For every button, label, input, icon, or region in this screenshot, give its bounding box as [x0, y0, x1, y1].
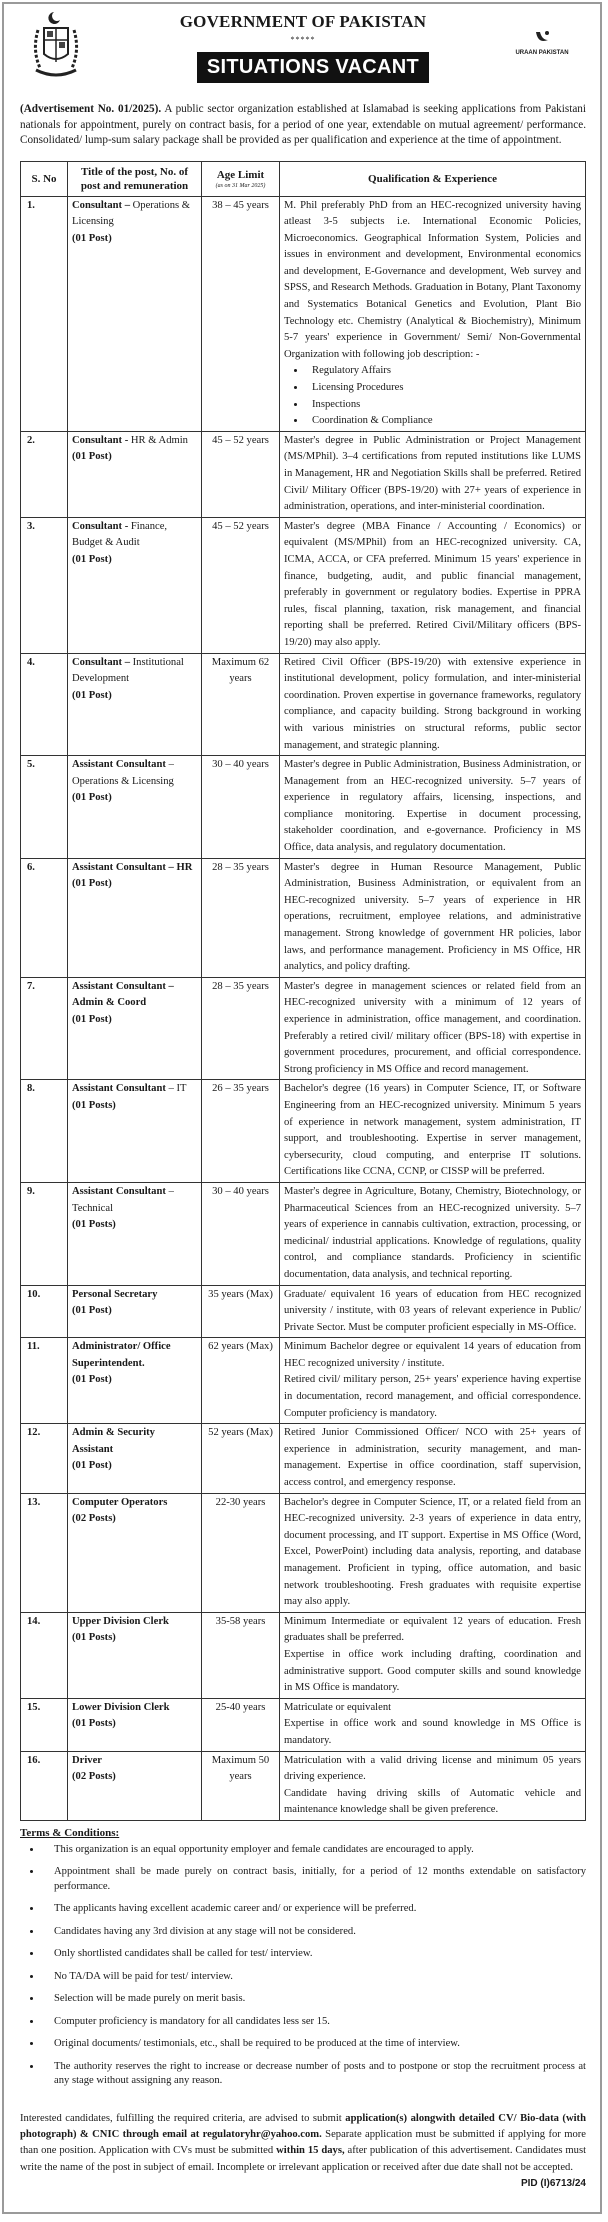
qualification-text: Master's degree in Public Administration or Project Management (MS/MPhil). 3–4 certifications from reputed institutions like LUMS in Management, HR and Negotiation Skills shall be preferred. Retired Civil/ Military Officer (BPS-19/20) with 27+ years of experience in administration, operations, and inter-ministerial coordination.	[284, 434, 581, 513]
qualification-text: Graduate/ equivalent 16 years of education from HEC recognized university / institute, with 03 years of relevant experience in Public/ Private Sector. Must be computer proficient especially in MS-Office.	[284, 1288, 581, 1333]
post-title-rest: HR & Admin	[130, 434, 188, 446]
post-title-rest: Operations & Licensing	[72, 199, 191, 228]
qualification-cell	[280, 1493, 586, 1612]
post-title-bold: Assistant Consultant	[72, 759, 166, 771]
qualification-text: Master's degree (MBA Finance / Accounting / Economics) or equivalent (MS/MPhil) from an HEC-recognized university. CA, ICMA, ACCA, or CFA preferred. Minimum 15 years' experience in finance, budgeting, audit, and public financial management, preferably in government or regulatory bodies. Expertise in PPRA rules, fiscal planning, taxation, risk management, and financial reporting shall be preferred. Retired Civil/Military officers (BPS-19/20) may also apply.	[284, 520, 581, 648]
stars-divider: *****	[290, 35, 316, 44]
table-row	[21, 977, 586, 1080]
uraan-logo-icon	[532, 30, 552, 48]
post-title-cell	[68, 1698, 202, 1751]
qualification-text: Candidate having driving skills of Automatic vehicle and maintenance knowledge shall be given preference.	[284, 1787, 581, 1816]
table-row	[21, 1338, 586, 1424]
table-row	[21, 1698, 586, 1751]
age-limit: 62 years (Max)	[202, 1338, 280, 1424]
qualification-text: Retired Junior Commissioned Officer/ NCO with 25+ years of experience in administration, security management, and man-management. Expertise in office coordination, staff supervision, access control, and emergency response.	[284, 1427, 581, 1489]
term-item: • No TA/DA will be paid for test/ interview.	[42, 1970, 586, 1985]
serial-number: 9.	[21, 1182, 68, 1285]
uraan-pakistan-logo	[512, 30, 572, 57]
age-limit: 35-58 years	[202, 1612, 280, 1698]
table-header-row	[21, 161, 586, 196]
post-count: (01 Posts)	[72, 1718, 116, 1730]
table-row	[21, 196, 586, 431]
header-qualification: Qualification & Experience	[280, 161, 586, 196]
post-title-cell	[68, 431, 202, 517]
qualification-text: Minimum Intermediate or equivalent 12 years of education. Fresh graduates shall be preferred.	[284, 1615, 581, 1644]
qualification-text: Master's degree in Agriculture, Botany, Chemistry, Biotechnology, or Pharmaceutical Sciences from an HEC-recognized university. 5–7 years of experience in cannabis cultivation, extraction, processing, or medicinal/ industrial applications. Knowledge of regulations, quality control, and compliance standards. Proficiency in scientific documentation, data analysis, and technical reporting.	[284, 1185, 581, 1280]
post-title-rest: Finance, Budget & Audit	[72, 520, 168, 549]
closing-text: Separate application must be submitted if applying for more than one position. Application with CVs must be submitted	[20, 2129, 586, 2157]
post-count: (01 Posts)	[72, 1099, 116, 1111]
post-count: (01 Post)	[72, 878, 112, 890]
table-row	[21, 517, 586, 653]
post-title-cell	[68, 517, 202, 653]
qualification-cell	[280, 756, 586, 859]
post-title-cell	[68, 1182, 202, 1285]
table-row	[21, 1612, 586, 1698]
closing-text-bold: application(s) alongwith detailed CV/ Bio-data (with photograph) & CNIC through email at regulatoryhr@yahoo.com.	[20, 2112, 586, 2141]
post-title-bold: Personal Secretary	[72, 1288, 158, 1300]
term-item: • Appointment shall be made purely on contract basis, initially, for a period of 12 months extendable on satisfactory performance.	[42, 1865, 586, 1894]
serial-number: 16.	[21, 1751, 68, 1820]
term-item: • Only shortlisted candidates shall be called for test/ interview.	[42, 1947, 586, 1962]
advertisement-number: (Advertisement No. 01/2025).	[20, 103, 162, 115]
job-description-item: • Inspections	[306, 397, 581, 414]
qualification-text: Retired Civil Officer (BPS-19/20) with extensive experience in institutional development, policy formulation, and inter-ministerial coordination. Proven expertise in governance frameworks, regulatory compliance, and capacity building. Strong background in working with various ministries on structural reforms, public sector management, and strategic planning.	[284, 656, 581, 751]
header-age-sub: (as on 31 Mar 2025)	[215, 182, 266, 189]
age-limit: 35 years (Max)	[202, 1285, 280, 1338]
serial-number: 7.	[21, 977, 68, 1080]
table-row	[21, 1424, 586, 1493]
qualification-text: Master's degree in Public Administration, Business Administration, or Management from an HEC-recognized university. 5–7 years of experience in regulatory affairs, licensing, inspections, and compliance monitoring. Expertise in document processing, stakeholder coordination, and e-governance. Proficiency in MS Office, data analysis, and regulatory documentation.	[284, 759, 581, 854]
header	[20, 4, 586, 94]
qualification-text: Matriculate or equivalent	[284, 1701, 392, 1713]
post-title-cell	[68, 756, 202, 859]
age-limit: 30 – 40 years	[202, 756, 280, 859]
post-count: (01 Post)	[72, 553, 112, 565]
serial-number: 11.	[21, 1338, 68, 1424]
table-row	[21, 431, 586, 517]
post-title-bold: Driver	[72, 1754, 102, 1766]
post-title-bold: Upper Division Clerk	[72, 1615, 169, 1627]
post-count: (01 Posts)	[72, 1632, 116, 1644]
qualification-text: Expertise in office work including drafting, coordination and administrative support. Good computer skills and sound knowledge in MS Office is mandatory.	[284, 1648, 581, 1694]
age-limit: 26 – 35 years	[202, 1080, 280, 1183]
age-limit: Maximum 62 years	[202, 653, 280, 756]
header-sno: S. No	[21, 161, 68, 196]
table-row	[21, 858, 586, 977]
qualification-text: Expertise in office work and sound knowledge in MS Office is mandatory.	[284, 1718, 581, 1746]
serial-number: 3.	[21, 517, 68, 653]
post-title-cell	[68, 653, 202, 756]
qualification-cell	[280, 1424, 586, 1493]
qualification-cell	[280, 858, 586, 977]
serial-number: 15.	[21, 1698, 68, 1751]
age-limit: 22-30 years	[202, 1493, 280, 1612]
post-title-rest: Institutional Development	[72, 656, 184, 685]
term-item: • Computer proficiency is mandatory for all candidates less ser 15.	[42, 2015, 586, 2030]
serial-number: 13.	[21, 1493, 68, 1612]
post-title-bold: Consultant -	[72, 434, 129, 446]
serial-number: 14.	[21, 1612, 68, 1698]
qualification-cell	[280, 1338, 586, 1424]
post-title-rest: – Operations & Licensing	[72, 759, 174, 787]
post-title-bold: Assistant Consultant – HR	[72, 861, 193, 873]
post-title-cell	[68, 1424, 202, 1493]
post-title-cell	[68, 196, 202, 431]
advertisement-page	[2, 2, 602, 2214]
post-title-bold: Consultant –	[72, 199, 130, 211]
job-description-item: • Regulatory Affairs	[306, 363, 581, 380]
intro-text: A public sector organization established at Islamabad is seeking applications from Pakistani nationals for appointment, purely on contract basis, for a period of one year, extendable on mutual agreement/ performance. Consolidated/ lump-sum salary package shall be provided as per qualification and experience at the time of appointment.	[20, 103, 586, 146]
government-title: GOVERNMENT OF PAKISTAN	[179, 12, 427, 31]
qualification-cell	[280, 1080, 586, 1183]
qualification-text: Master's degree in Human Resource Management, Public Administration, Business Administration, or equivalent from an HEC-recognized university. 5–7 years of experience in HR operations, recruitment, employee relations, and administrative management. Strong knowledge of government HR policies, labor laws, and performance management. Proficiency in MS Office, HR analytics, and policy drafting.	[284, 861, 581, 973]
post-title-bold: Consultant -	[72, 520, 129, 532]
closing-paragraph	[20, 2111, 587, 2189]
post-title-bold: Consultant –	[72, 656, 130, 668]
post-count: (02 Posts)	[72, 1771, 116, 1783]
table-row	[21, 1182, 586, 1285]
post-title-rest: – IT	[168, 1083, 187, 1095]
post-title-cell	[68, 1493, 202, 1612]
post-title-bold: Admin & Security Assistant	[72, 1427, 155, 1455]
qualification-text: Matriculation with a valid driving license and minimum 05 years driving experience.	[284, 1754, 581, 1783]
qualification-cell	[280, 1182, 586, 1285]
term-item: • Candidates having any 3rd division at any stage will not be considered.	[42, 1925, 586, 1940]
post-count: (01 Post)	[72, 1305, 112, 1317]
qualification-cell	[280, 653, 586, 756]
terms-list	[20, 1843, 586, 2089]
age-limit: 28 – 35 years	[202, 977, 280, 1080]
age-limit: Maximum 50 years	[202, 1751, 280, 1820]
post-title-cell	[68, 1338, 202, 1424]
header-age-label: Age Limit	[216, 168, 265, 181]
post-count: (02 Posts)	[72, 1513, 116, 1525]
age-limit: 45 – 52 years	[202, 517, 280, 653]
post-count: (01 Post)	[72, 1460, 112, 1472]
closing-text-bold: within 15 days,	[276, 2145, 345, 2157]
serial-number: 5.	[21, 756, 68, 859]
age-limit: 25-40 years	[202, 1698, 280, 1751]
post-title-bold: Computer Operators	[72, 1496, 168, 1508]
serial-number: 12.	[21, 1424, 68, 1493]
vacancies-table	[20, 161, 586, 1821]
situations-vacant-banner: SITUATIONS VACANT	[197, 52, 429, 83]
qualification-text: Retired civil/ military person, 25+ years' experience having expertise in documentation, record management, and official correspondence. Computer proficiency is mandatory.	[284, 1374, 581, 1419]
age-limit: 30 – 40 years	[202, 1182, 280, 1285]
age-limit: 45 – 52 years	[202, 431, 280, 517]
post-title-cell	[68, 977, 202, 1080]
qualification-cell	[280, 1698, 586, 1751]
qualification-cell	[280, 1612, 586, 1698]
post-title-cell	[68, 858, 202, 977]
post-count: (01 Posts)	[72, 1219, 116, 1231]
table-row	[21, 1285, 586, 1338]
qualification-text: Master's degree in management sciences or related field from an HEC-recognized university with a minimum of 12 years of experience in administration, office management, and coordination. Preferably a retired civil/ military officer (BPS-18) with expertise in government procedures, procurement, and official correspondence. Strong proficiency in MS Office and record management.	[284, 980, 581, 1075]
post-title-bold: Assistant Consultant	[72, 1083, 166, 1095]
table-row	[21, 1080, 586, 1183]
closing-text: after publication of this advertisement. Candidates must write the name of the post in subject of email. Incomplete or irrelevant application or received after due date shall not be accepted.	[20, 2145, 587, 2173]
closing-text: Interested candidates, fulfilling the required criteria, are advised to submit	[20, 2112, 346, 2124]
header-age	[202, 161, 280, 196]
qualification-cell	[280, 977, 586, 1080]
table-row	[21, 1751, 586, 1820]
age-limit: 52 years (Max)	[202, 1424, 280, 1493]
job-description-item: • Coordination & Compliance	[306, 413, 581, 430]
qualification-text: Minimum Bachelor degree or equivalent 14 years of education from HEC recognized university / institute.	[284, 1341, 581, 1369]
serial-number: 6.	[21, 858, 68, 977]
intro-paragraph	[20, 102, 586, 149]
table-row	[21, 756, 586, 859]
qualification-text: M. Phil preferably PhD from an HEC-recognized university having atleast 3-5 subjects i.e. International Economic Policies, Microeconomics. Geographical Information System, Policies and issues in environment and development, Environmental economics and development, E-Governance and development, Web survey and SPSS, and Research Methods. Graduation in Botany, Plant Taxonomy and Systematics Botanical Genetics and Evolution, Plant Bio Technology etc. Chemistry (Analytical & Biochemistry), Minimum 5-7 years' experience in Government/ Semi/ Non-Governmental Organization with following job description: -	[284, 199, 581, 360]
age-limit: 38 – 45 years	[202, 196, 280, 431]
term-item: • The applicants having excellent academic career and/ or experience will be preferred.	[42, 1902, 586, 1917]
serial-number: 10.	[21, 1285, 68, 1338]
qualification-text: Bachelor's degree (16 years) in Computer Science, IT, or Software Engineering from an HEC-recognized university. Minimum 5 years of experience in network management, system administration, IT support, and troubleshooting. Expertise in server management, cybersecurity, cloud computing, and enterprise IT solutions. Certifications like CCNA, CCNP, or CISSP will be preferred.	[284, 1083, 581, 1178]
header-title: Title of the post, No. of post and remuneration	[68, 161, 202, 196]
job-description-list	[284, 363, 581, 429]
post-count: (01 Post)	[72, 1374, 112, 1386]
post-count: (01 Post)	[72, 1014, 112, 1025]
serial-number: 8.	[21, 1080, 68, 1183]
serial-number: 2.	[21, 431, 68, 517]
pid-number: PID (I)6713/24	[520, 2177, 586, 2189]
post-title-bold: Administrator/ Office Superintendent.	[72, 1341, 171, 1369]
post-title-bold: Assistant Consultant – Admin & Coord	[72, 980, 174, 1009]
post-count: (01 Post)	[72, 792, 112, 804]
post-count: (01 Post)	[72, 451, 112, 463]
qualification-cell	[280, 1285, 586, 1338]
term-item: • Original documents/ testimonials, etc., shall be required to be produced at the time of interview.	[42, 2037, 586, 2052]
qualification-cell	[280, 1751, 586, 1820]
post-title-cell	[68, 1080, 202, 1183]
post-title-rest: – Technical	[72, 1185, 174, 1214]
table-row	[21, 1493, 586, 1612]
post-title-cell	[68, 1751, 202, 1820]
uraan-logo-text: URAAN PAKISTAN	[515, 50, 569, 56]
age-limit: 28 – 35 years	[202, 858, 280, 977]
serial-number: 1.	[21, 196, 68, 431]
post-title-bold: Assistant Consultant	[72, 1185, 166, 1197]
post-title-cell	[68, 1612, 202, 1698]
qualification-cell	[280, 196, 586, 431]
terms-heading: Terms & Conditions:	[20, 1826, 120, 1839]
term-item: • The authority reserves the right to increase or decrease number of posts and to postpone or stop the recruitment process at any stage without assigning any reason.	[42, 2060, 586, 2089]
post-count: (01 Post)	[72, 232, 112, 244]
term-item: • This organization is an equal opportunity employer and female candidates are encouraged to apply.	[42, 1843, 586, 1858]
qualification-text: Bachelor's degree in Computer Science, IT, or a related field from an HEC-recognized university. 2-3 years of experience in data entry, document processing, and IT support. Expertise in MS Office (Word, Excel, PowerPoint) including data analysis, reporting, and database management. Proficient in typing, office automation, and basic network troubleshooting. Fresh graduates with requisite expertise may also apply.	[284, 1496, 581, 1608]
serial-number: 4.	[21, 653, 68, 756]
post-title-cell	[68, 1285, 202, 1338]
qualification-cell	[280, 517, 586, 653]
qualification-cell	[280, 431, 586, 517]
table-row	[21, 653, 586, 756]
job-description-item: • Licensing Procedures	[306, 380, 581, 397]
term-item: • Selection will be made purely on merit basis.	[42, 1992, 586, 2007]
post-title-bold: Lower Division Clerk	[72, 1701, 170, 1713]
post-count: (01 Post)	[72, 689, 112, 701]
